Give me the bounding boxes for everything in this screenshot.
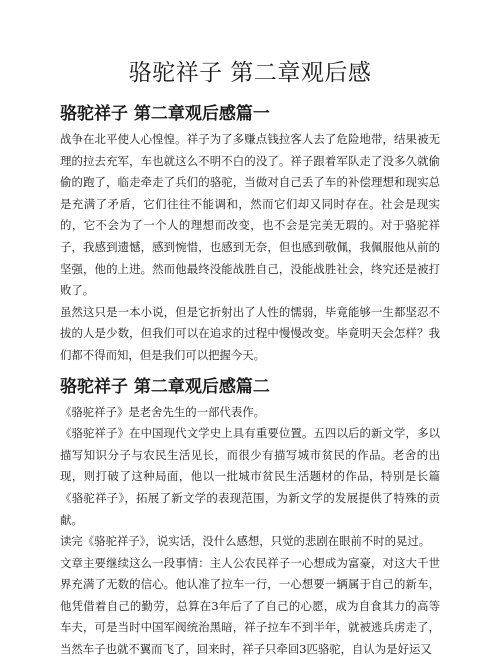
section-2-paragraph-1: 《骆驼祥子》是老舍先生的一部代表作。: [60, 404, 266, 419]
section-2-paragraph-2: 《骆驼祥子》在中国现代文学史上具有重要位置。五四以后的新文学，多以描写知识分子与农民生活见长，而很少有描写城市贫民的作品。老舍的出现，则打破了这种局面，他以一批城市贫民生活题材的作品，特别是长篇《骆驼祥子》，拓展了新文学的表现范围，为新文学的发展提供了特殊的贡献。: [60, 426, 440, 527]
section-1-paragraph-2: 虽然这只是一本小说，但是它折射出了人性的懦弱，毕竟能够一生都坚忍不拔的人是少数，但我们可以在追求的过程中慢慢改变。毕竟明天会怎样？我们都不得而知，但是我们可以把握今天。: [60, 304, 440, 362]
section-1-paragraph-1: 战争在北平使人心惶惶。祥子为了多赚点钱拉客人去了危险地带，结果被无理的拉去充军，车也就这么不明不白的没了。祥子跟着军队走了没多久就偷偷的跑了，临走牵走了兵们的骆驼，当做对自己丢了车的补偿理想和现实总是充满了矛盾，它们往往不能调和，然而它们却又同时存在。社会是现实的，它不会为了一个人的理想而改变，也不会是完美无瑕的。对于骆驼祥子，我感到遗憾，感到惋惜，也感到无奈，但也感到敬佩，我佩服他从前的坚强，他的上进。然而他最终没能战胜自己，没能战胜社会，终究还是被打败了。: [60, 132, 440, 298]
document-title: 骆驼祥子 第二章观后感: [128, 60, 372, 86]
section-heading-1: 骆驼祥子 第二章观后感篇一: [60, 104, 270, 124]
section-heading-2: 骆驼祥子 第二章观后感篇二: [60, 376, 270, 397]
section-2-paragraph-4: 文章主要继续这么一段事情：主人公农民祥子一心想成为富豪，对这大千世界充满了无数的信心。他认准了拉车一行，一心想要一辆属于自己的新车，他凭借着自己的勤劳，总算在3年后了了自己的心愿，成为自食其力的高等车夫，可是当时中国军阀统治黑暗，祥子拉车不到半年，就被逃兵虏走了，当然车子也就不翼而飞了，回来时，祥子只牵回3匹骆驼，自认为是好运又: [60, 555, 440, 657]
section-2-paragraph-3: 读完《骆驼祥子》，说实话，没什么感想，只觉的悲剧在眼前不时的晃过。: [60, 534, 431, 549]
